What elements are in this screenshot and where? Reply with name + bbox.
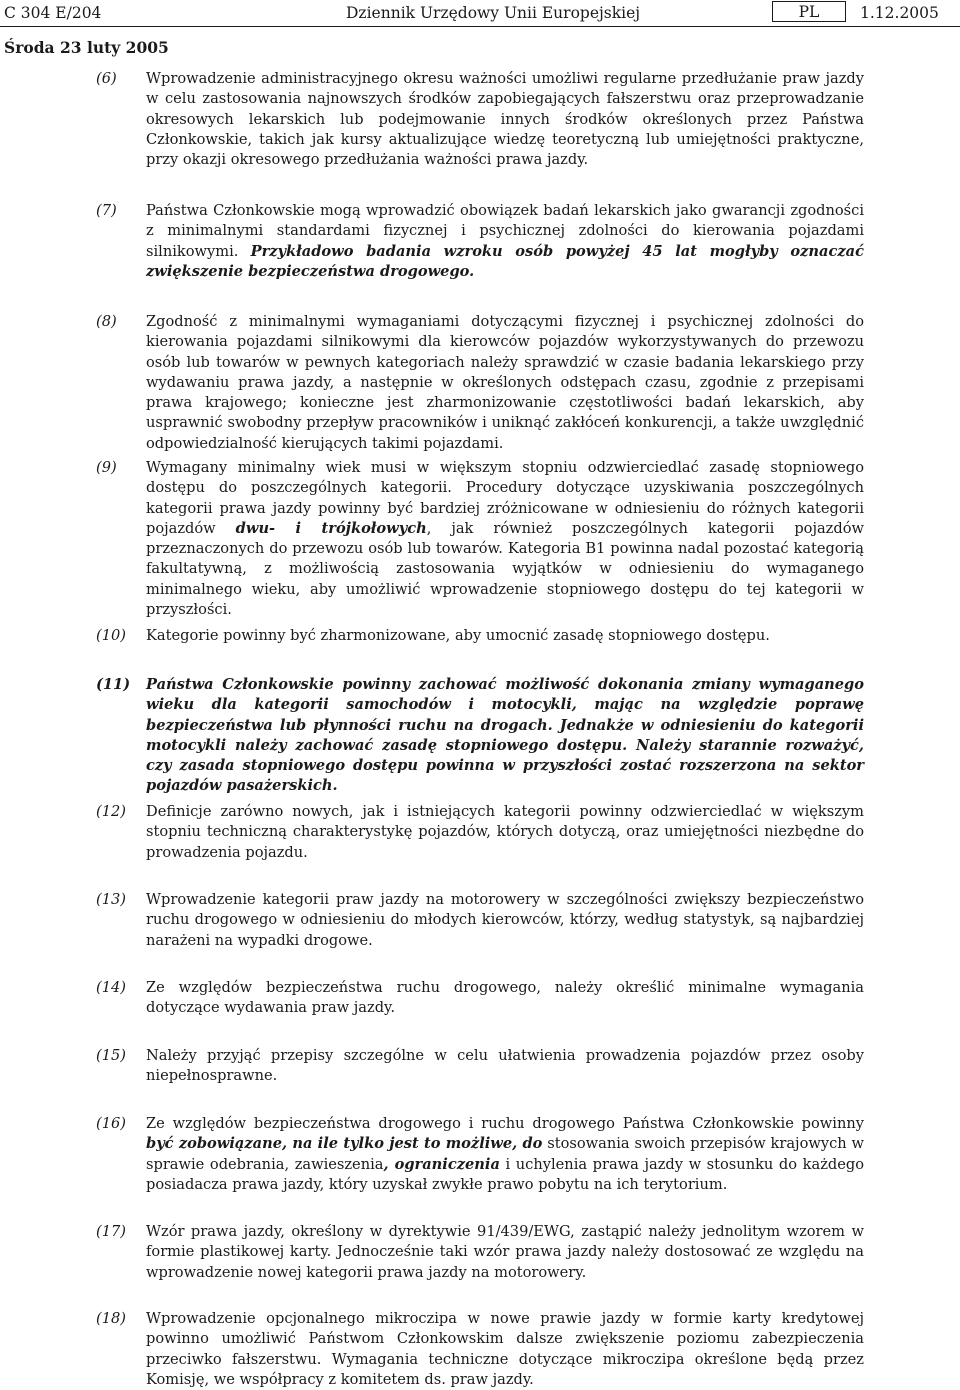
header-rule xyxy=(0,26,960,27)
text-segment: Wprowadzenie administracyjnego okresu ważności umożliwi regularne przedłużanie praw jazdy w celu zastosowania najnowszych środków zapobiegających fałszerstwu oraz przeprowadzanie okresowych lekarskich lub podejmowanie innych środków określonych przez Państwa Członkowskie, takich jak kursy aktualizujące wiedzę teoretyczną lub umiejętności praktyczne, przy okazji okresowego przedłużania ważności prawa jazdy. xyxy=(146,70,864,169)
text-segment: Ze względów bezpieczeństwa drogowego i ruchu drogowego Państwa Członkowskie powinny xyxy=(146,1115,864,1132)
text-segment: Zgodność z minimalnymi wymaganiami dotyczącymi fizycznej i psychicznej zdolności do kierowania pojazdami silnikowymi dla kierowców pojazdów wykorzystywanych do przewozu osób lub towarów w pewnych kategoriach należy sprawdzić w czasie badania lekarskiego przy wydawaniu prawa jazdy, a następnie w określonych odstępach czasu, zgodnie z przepisami prawa krajowego; konieczne jest zharmonizowanie częstotliwości badań lekarskich, aby usprawnić swobodny przepływ pracowników i uniknąć zakłóceń konkurencji, a także uwzględnić odpowiedzialność kierujących takimi pojazdami. xyxy=(146,313,864,452)
text-segment: Ze względów bezpieczeństwa ruchu drogowego, należy określić minimalne wymagania dotyczące wydawania praw jazdy. xyxy=(146,979,864,1017)
recital-text xyxy=(146,1114,864,1195)
recital-text xyxy=(146,675,864,797)
recital-number: (6) xyxy=(96,70,117,87)
text-segment: Należy przyjąć przepisy szczególne w celu ułatwienia prowadzenia pojazdów przez osoby niepełnosprawne. xyxy=(146,1047,864,1085)
recital-number: (12) xyxy=(96,803,126,820)
recital-number: (10) xyxy=(96,627,126,644)
issue-date: 1.12.2005 xyxy=(860,4,939,22)
text-segment: stosowania swoich przepisów krajowych w sprawie odebrania, zawieszenia xyxy=(146,1135,864,1173)
recital-text xyxy=(146,312,864,454)
recital-text xyxy=(146,69,864,170)
text-segment: Definicje zarówno nowych, jak i istniejących kategorii powinny odzwierciedlać w większym stopniu techniczną charakterystykę pojazdów, których dotyczą, oraz umiejętności niezbędne do prowadzenia pojazdu. xyxy=(146,803,864,861)
text-segment: Wprowadzenie kategorii praw jazdy na motorowery w szczególności zwiększy bezpieczeństwo ruchu drogowego w odniesieniu do młodych kierowców, którzy, według statystyk, są najbardziej narażeni na wypadki drogowe. xyxy=(146,891,864,949)
text-segment: Państwa Członkowskie mogą wprowadzić obowiązek badań lekarskich jako gwarancji zgodności z minimalnymi standardami fizycznej i psychicznej zdolności do kierowania pojazdami silnikowymi. xyxy=(146,202,864,260)
page-reference: C 304 E/204 xyxy=(4,4,102,22)
recital-number: (17) xyxy=(96,1223,126,1240)
recital-number: (7) xyxy=(96,202,117,219)
recital-number: (8) xyxy=(96,313,117,330)
recital-text xyxy=(146,802,864,863)
recital-text xyxy=(146,458,864,620)
recital-number: (13) xyxy=(96,891,126,908)
amendment-text: , ograniczenia xyxy=(383,1155,500,1173)
text-segment: i uchylenia prawa jazdy w stosunku do każdego posiadacza prawa jazdy, który uzyskał zwykłe prawo pobytu na ich terytorium. xyxy=(146,1155,864,1193)
recital-number: (15) xyxy=(96,1047,126,1064)
text-segment: Wymagany minimalny wiek musi w większym stopniu odzwierciedlać zasadę stopniowego dostępu do poszczególnych kategorii. Procedury dotyczące uzyskiwania poszczególnych kategorii prawa jazdy powinny być bardziej zróżnicowane w odniesieniu do różnych kategorii pojazdów xyxy=(146,459,864,537)
recital-text xyxy=(146,201,864,282)
text-segment: Wprowadzenie opcjonalnego mikroczipa w nowe prawie jazdy w formie karty kredytowej powinno umożliwić Państwom Członkowskim dalsze zwiększenie poziomu zabezpieczenia przeciwko fałszerstwu. Wymagania techniczne dotyczące mikroczipa określone będą przez Komisję, we współpracy z komitetem ds. praw jazdy. xyxy=(146,1310,864,1388)
session-date: Środa 23 luty 2005 xyxy=(4,38,169,57)
recital-text xyxy=(146,1046,864,1087)
text-segment: Kategorie powinny być zharmonizowane, aby umocnić zasadę stopniowego dostępu. xyxy=(146,627,770,644)
language-badge: PL xyxy=(772,1,846,22)
recital-text xyxy=(146,626,864,646)
text-segment: , jak również poszczególnych kategorii pojazdów przeznaczonych do przewozu osób lub towarów. Kategoria B1 powinna nadal pozostać kategorią fakultatywną, z możliwością zastosowania wyjątków w odniesieniu do wymaganego minimalnego wieku, aby umożliwić wprowadzenie stopniowego dostępu do tej kategorii w przyszłości. xyxy=(146,519,864,619)
recital-text xyxy=(146,1309,864,1390)
recital-text xyxy=(146,1222,864,1283)
recital-number: (16) xyxy=(96,1115,126,1132)
amendment-text: Państwa Członkowskie powinny zachować możliwość dokonania zmiany wymaganego wieku dla kategorii samochodów i motocykli, mając na względzie poprawę bezpieczeństwa lub płynności ruchu na drogach. Jednakże w odniesieniu do kategorii motocykli należy zachować zasadę stopniowego dostępu. Należy starannie rozważyć, czy zasada stopniowego dostępu powinna w przyszłości zostać rozszerzona na sektor pojazdów pasażerskich. xyxy=(146,676,864,795)
recital-text xyxy=(146,890,864,951)
recital-number: (18) xyxy=(96,1310,126,1327)
text-segment: Wzór prawa jazdy, określony w dyrektywie 91/439/EWG, zastąpić należy jednolitym wzorem w formie plastikowej karty. Jednocześnie taki wzór prawa jazdy należy dostosować ze względu na wprowadzenie nowej kategorii prawa jazdy na motorowery. xyxy=(146,1223,864,1281)
amendment-text: dwu- i trójkołowych xyxy=(235,519,427,537)
recital-number: (14) xyxy=(96,979,126,996)
journal-title: Dziennik Urzędowy Unii Europejskiej xyxy=(346,4,641,22)
amendment-text: być zobowiązane, na ile tylko jest to możliwe, do xyxy=(146,1135,543,1153)
recital-number: (11) xyxy=(96,676,131,693)
amendment-text: Przykładowo badania wzroku osób powyżej 45 lat mogłyby oznaczać zwiększenie bezpieczeństwa drogowego. xyxy=(146,242,865,280)
recital-text xyxy=(146,978,864,1019)
recital-number: (9) xyxy=(96,459,117,476)
